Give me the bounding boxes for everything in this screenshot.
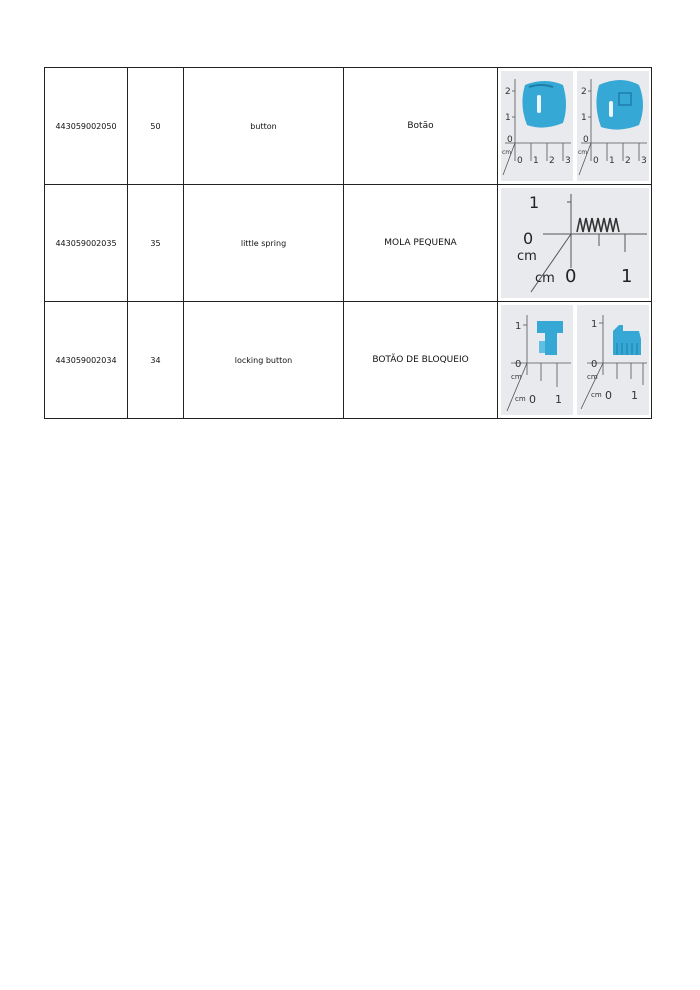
scale-tick-label: 3 [564,156,571,166]
part-number-cell: 443059002050 [45,68,128,185]
scale-tick-label: 0 [604,389,612,402]
scale-tick-label: 2 [624,156,631,166]
scale-tick-label: 0 [514,359,521,370]
position-cell: 35 [128,185,184,302]
blue-button-photo [577,71,649,181]
locking-button-photo [577,305,649,415]
part-number-cell: 443059002034 [45,302,128,419]
scale-tick-label: 2 [548,156,555,166]
scale-tick-label: 2 [504,87,511,97]
scale-tick-label: 0 [506,135,513,145]
blue-button-photo [501,71,573,181]
position-cell: 34 [128,302,184,419]
scale-tick-label: 1 [514,321,521,332]
scale-unit-label: cm [501,149,511,156]
scale-tick-label: 1 [504,113,511,123]
scale-unit-label: cm [534,271,555,286]
description-pt-cell: MOLA PEQUENA [344,185,498,302]
scale-tick-label: 0 [528,393,536,406]
photo-cell [498,68,652,185]
scale-unit-label: cm [577,149,587,156]
photo-cell [498,302,652,419]
scale-tick-label: 0 [582,135,589,145]
locking-button-photo [501,305,573,415]
description-pt-cell: Botão [344,68,498,185]
scale-tick-label: 1 [630,389,638,402]
position-cell: 50 [128,68,184,185]
scale-unit-label: cm [586,373,598,381]
scale-tick-label: 1 [532,156,539,166]
spring-photo [501,188,649,298]
parts-table [44,67,652,419]
scale-tick-label: 0 [522,229,533,248]
scale-tick-label: 1 [554,393,562,406]
scale-tick-label: 0 [564,266,576,287]
scale-tick-label: 1 [608,156,615,166]
scale-unit-label: cm [590,391,602,399]
description-en-cell: little spring [184,185,344,302]
scale-tick-label: 1 [528,193,539,212]
table-row [45,302,652,419]
scale-tick-label: 1 [580,113,587,123]
scale-tick-label: 1 [590,319,597,330]
table-row [45,185,652,302]
scale-tick-label: 2 [580,87,587,97]
description-pt-cell: BOTÃO DE BLOQUEIO [344,302,498,419]
photo-cell [498,185,652,302]
scale-tick-label: 0 [590,359,597,370]
scale-tick-label: 3 [640,156,647,166]
description-en-cell: locking button [184,302,344,419]
part-number-cell: 443059002035 [45,185,128,302]
scale-unit-label: cm [516,249,537,264]
scale-unit-label: cm [514,395,526,403]
description-en-cell: button [184,68,344,185]
scale-tick-label: 0 [516,156,523,166]
scale-unit-label: cm [510,373,522,381]
table-row [45,68,652,185]
scale-tick-label: 0 [592,156,599,166]
scale-tick-label: 1 [620,266,632,287]
